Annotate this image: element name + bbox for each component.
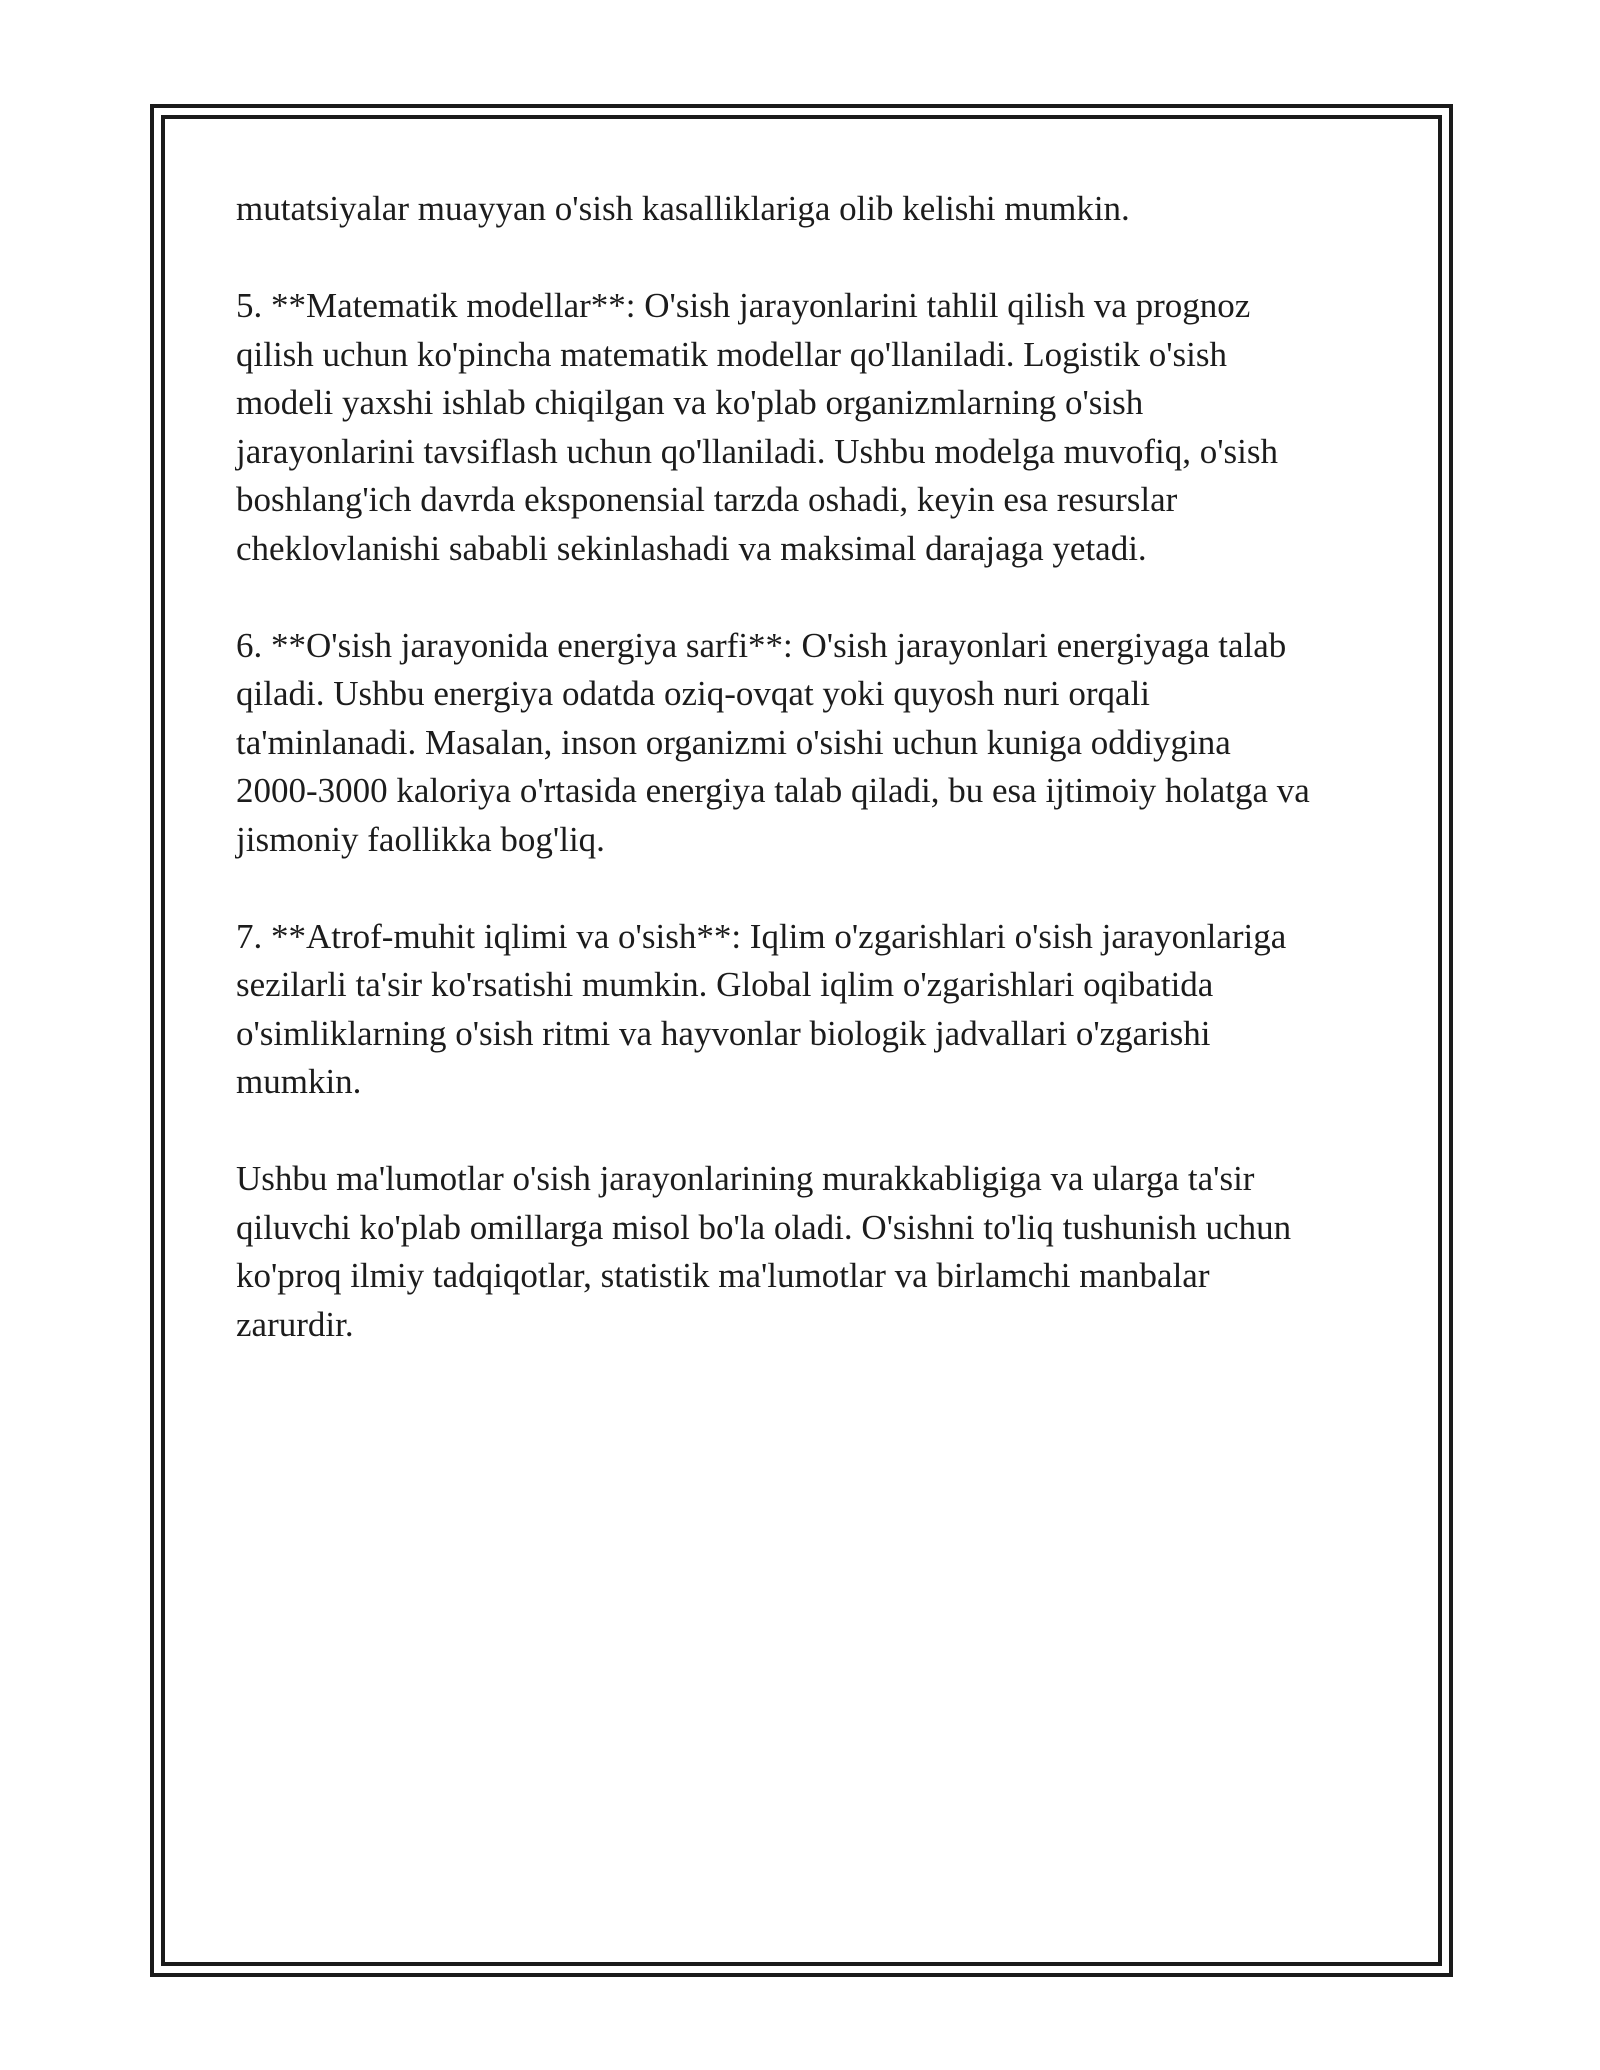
paragraph-conclusion: Ushbu ma'lumotlar o'sish jarayonlarining murakkabligiga va ularga ta'sir qiluvchi ko'plab omillarga misol bo'la oladi. O'sishni to'liq tushunish uchun ko'proq ilmiy tadqiqotlar, statistik ma'lumotlar va birlamchi manbalar zarurdir.: [236, 1159, 1292, 1344]
paragraph-energy-consumption: 6. **O'sish jarayonida energiya sarfi**: O'sish jarayonlari energiyaga talab qiladi. Ushbu energiya odatda oziq-ovqat yoki quyosh nuri orqali ta'minlanadi. Masalan, inson organizmi o'sishi uchun kuniga oddiygina 2000-3000 kaloriya o'rtasida energiya talab qiladi, bu esa ijtimoiy holatga va jismoniy faollikka bog'liq.: [236, 625, 1310, 859]
paragraph-climate-growth: 7. **Atrof-muhit iqlimi va o'sish**: Iqlim o'zgarishlari o'sish jarayonlariga sezilarli ta'sir ko'rsatishi mumkin. Global iqlim o'zgarishlari oqibatida o'simliklarning o'sish ritmi va hayvonlar biologik jadvallari o'zgarishi mumkin.: [236, 916, 1287, 1101]
paragraph-mathematical-models: 5. **Matematik modellar**: O'sish jarayonlarini tahlil qilish va prognoz qilish uchun ko'pincha matematik modellar qo'llaniladi. Logistik o'sish modeli yaxshi ishlab chiqilgan va ko'plab organizmlarning o'sish jarayonlarini tavsiflash uchun qo'llaniladi. Ushbu modelga muvofiq, o'sish boshlang'ich davrda eksponensial tarzda oshadi, keyin esa resurslar cheklovlanishi sababli sekinlashadi va maksimal darajaga yetadi.: [236, 286, 1279, 568]
paragraph-continuation: mutatsiyalar muayyan o'sish kasalliklariga olib kelishi mumkin.: [236, 189, 1130, 228]
document-body: [236, 185, 1376, 1398]
